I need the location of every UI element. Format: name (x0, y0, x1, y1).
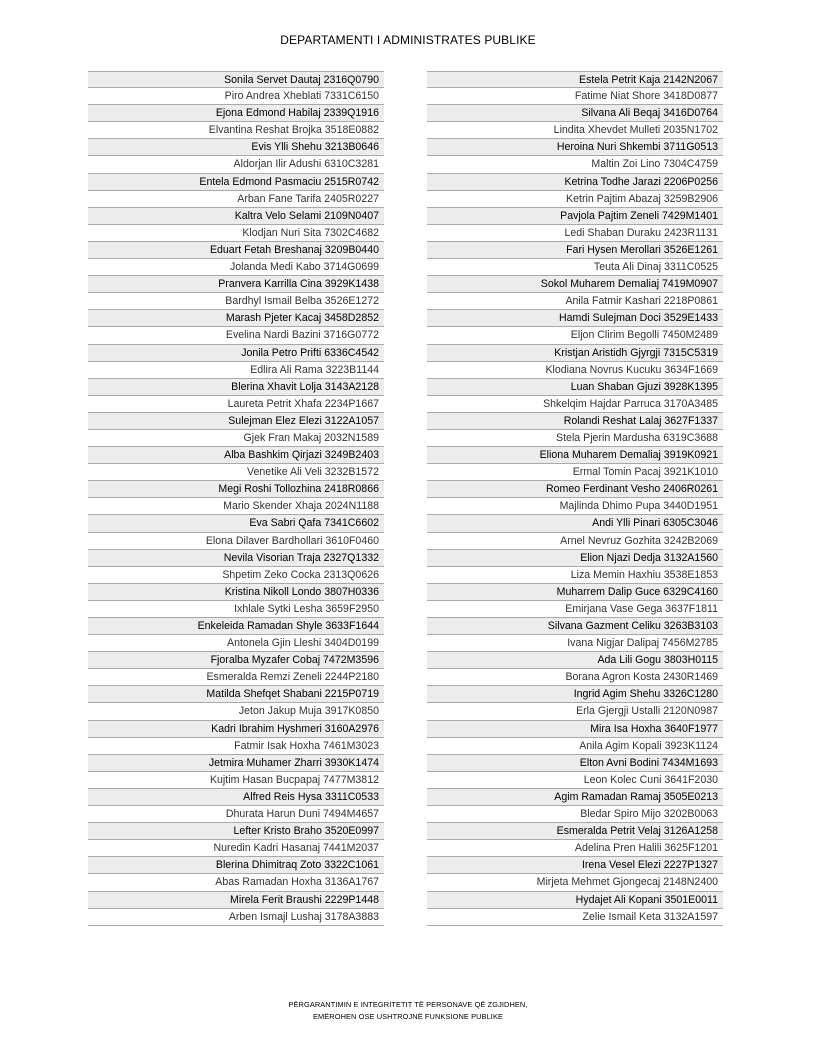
list-row: Esmeralda Remzi Zeneli 2244P2180 (88, 669, 384, 686)
list-row: Jeton Jakup Muja 3917K0850 (88, 703, 384, 720)
footer-line-2: EMËROHEN OSE USHTROJNË FUNKSIONE PUBLIKE (312, 1012, 504, 1021)
list-row: Fatime Niat Shore 3418D0877 (427, 88, 723, 105)
list-row: Klodjan Nuri Sita 7302C4682 (88, 225, 384, 242)
right-name-list (427, 71, 723, 926)
list-row: Mirela Ferit Braushi 2229P1448 (88, 892, 384, 909)
list-row: Irena Vesel Elezi 2227P1327 (427, 857, 723, 874)
list-row: Sulejman Elez Elezi 3122A1057 (88, 413, 384, 430)
list-row: Gjek Fran Makaj 2032N1589 (88, 430, 384, 447)
list-row: Stela Pjerin Mardusha 6319C3688 (427, 430, 723, 447)
list-row: Fjoralba Myzafer Cobaj 7472M3596 (88, 652, 384, 669)
list-row: Anila Fatmir Kashari 2218P0861 (427, 293, 723, 310)
list-row: Blerina Dhimitraq Zoto 3322C1061 (88, 857, 384, 874)
list-row: Rolandi Reshat Lalaj 3627F1337 (427, 413, 723, 430)
list-row: Elvantina Reshat Brojka 3518E0882 (88, 122, 384, 139)
list-row: Mira Isa Hoxha 3640F1977 (427, 721, 723, 738)
list-row: Silvana Ali Beqaj 3416D0764 (427, 105, 723, 122)
list-row: Ketrina Todhe Jarazi 2206P0256 (427, 174, 723, 191)
list-row: Mario Skender Xhaja 2024N1188 (88, 498, 384, 515)
list-row: Esmeralda Petrit Velaj 3126A1258 (427, 823, 723, 840)
list-row: Edlira Ali Rama 3223B1144 (88, 362, 384, 379)
list-row: Eliona Muharem Demaliaj 3919K0921 (427, 447, 723, 464)
list-row: Dhurata Harun Duni 7494M4657 (88, 806, 384, 823)
list-row: Erla Gjergji Ustalli 2120N0987 (427, 703, 723, 720)
page-title: DEPARTAMENTI I ADMINISTRATES PUBLIKE (280, 33, 536, 47)
list-row: Arnel Nevruz Gozhita 3242B2069 (427, 533, 723, 550)
list-row: Sokol Muharem Demaliaj 7419M0907 (427, 276, 723, 293)
list-row: Heroina Nuri Shkembi 3711G0513 (427, 139, 723, 156)
list-row: Piro Andrea Xheblati 7331C6150 (88, 88, 384, 105)
list-row: Ada Lili Gogu 3803H0115 (427, 652, 723, 669)
list-row: Enkeleida Ramadan Shyle 3633F1644 (88, 618, 384, 635)
list-row: Eva Sabri Qafa 7341C6602 (88, 515, 384, 532)
list-row: Alfred Reis Hysa 3311C0533 (88, 789, 384, 806)
list-row: Alba Bashkim Qirjazi 3249B2403 (88, 447, 384, 464)
list-row: Laureta Petrit Xhafa 2234P1667 (88, 396, 384, 413)
list-row: Anila Agim Kopali 3923K1124 (427, 738, 723, 755)
list-row: Muharrem Dalip Guce 6329C4160 (427, 584, 723, 601)
list-row: Kristina Nikoll Londo 3807H0336 (88, 584, 384, 601)
list-row: Aldorjan Ilir Adushi 6310C3281 (88, 156, 384, 173)
list-row: Elion Njazi Dedja 3132A1560 (427, 550, 723, 567)
list-row: Kaltra Velo Selami 2109N0407 (88, 208, 384, 225)
list-row: Arben Ismajl Lushaj 3178A3883 (88, 909, 384, 926)
list-row: Klodiana Novrus Kucuku 3634F1669 (427, 362, 723, 379)
list-row: Agim Ramadan Ramaj 3505E0213 (427, 789, 723, 806)
list-row: Andi Ylli Pinari 6305C3046 (427, 515, 723, 532)
list-row: Venetike Ali Veli 3232B1572 (88, 464, 384, 481)
list-row: Shpetim Zeko Cocka 2313Q0626 (88, 567, 384, 584)
list-row: Borana Agron Kosta 2430R1469 (427, 669, 723, 686)
list-row: Kadri Ibrahim Hyshmeri 3160A2976 (88, 721, 384, 738)
list-row: Emirjana Vase Gega 3637F1811 (427, 601, 723, 618)
list-row: Ixhlale Sytki Lesha 3659F2950 (88, 601, 384, 618)
list-row: Fatmir Isak Hoxha 7461M3023 (88, 738, 384, 755)
footer-line-1: PËRGARANTIMIN E INTEGRITETIT TË PERSONAVE QË ZGJIDHEN, (288, 1000, 528, 1009)
list-row: Evis Ylli Shehu 3213B0646 (88, 139, 384, 156)
list-row: Evelina Nardi Bazini 3716G0772 (88, 327, 384, 344)
list-row: Hamdi Sulejman Doci 3529E1433 (427, 310, 723, 327)
list-row: Hydajet Ali Kopani 3501E0011 (427, 892, 723, 909)
list-row: Abas Ramadan Hoxha 3136A1767 (88, 874, 384, 891)
list-row: Lefter Kristo Braho 3520E0997 (88, 823, 384, 840)
list-row: Elona Dilaver Bardhollari 3610F0460 (88, 533, 384, 550)
list-row: Zelie Ismail Keta 3132A1597 (427, 909, 723, 926)
list-row: Lindita Xhevdet Mulleti 2035N1702 (427, 122, 723, 139)
list-row: Matilda Shefqet Shabani 2215P0719 (88, 686, 384, 703)
list-row: Nuredin Kadri Hasanaj 7441M2037 (88, 840, 384, 857)
list-row: Mirjeta Mehmet Gjongecaj 2148N2400 (427, 874, 723, 891)
list-row: Blerina Xhavit Lolja 3143A2128 (88, 379, 384, 396)
list-row: Elton Avni Bodini 7434M1693 (427, 755, 723, 772)
list-row: Shkelqim Hajdar Parruca 3170A3485 (427, 396, 723, 413)
list-row: Fari Hysen Merollari 3526E1261 (427, 242, 723, 259)
list-row: Arban Fane Tarifa 2405R0227 (88, 191, 384, 208)
list-row: Majlinda Dhimo Pupa 3440D1951 (427, 498, 723, 515)
list-row: Maltin Zoi Lino 7304C4759 (427, 156, 723, 173)
list-row: Ingrid Agim Shehu 3326C1280 (427, 686, 723, 703)
list-row: Romeo Ferdinant Vesho 2406R0261 (427, 481, 723, 498)
list-row: Ledi Shaban Duraku 2423R1131 (427, 225, 723, 242)
list-row: Kujtim Hasan Bucpapaj 7477M3812 (88, 772, 384, 789)
list-row: Marash Pjeter Kacaj 3458D2852 (88, 310, 384, 327)
list-row: Sonila Servet Dautaj 2316Q0790 (88, 71, 384, 88)
list-row: Eduart Fetah Breshanaj 3209B0440 (88, 242, 384, 259)
list-row: Jonila Petro Prifti 6336C4542 (88, 345, 384, 362)
list-row: Jolanda Medi Kabo 3714G0699 (88, 259, 384, 276)
list-row: Pranvera Karrilla Cina 3929K1438 (88, 276, 384, 293)
list-row: Nevila Visorian Traja 2327Q1332 (88, 550, 384, 567)
list-row: Bardhyl Ismail Belba 3526E1272 (88, 293, 384, 310)
footer (0, 999, 816, 1023)
list-row: Adelina Pren Halili 3625F1201 (427, 840, 723, 857)
list-row: Silvana Gazment Celiku 3263B3103 (427, 618, 723, 635)
list-row: Megi Roshi Tollozhina 2418R0866 (88, 481, 384, 498)
list-row: Liza Memin Haxhiu 3538E1853 (427, 567, 723, 584)
list-row: Ejona Edmond Habilaj 2339Q1916 (88, 105, 384, 122)
list-row: Bledar Spiro Mijo 3202B0063 (427, 806, 723, 823)
list-row: Antonela Gjin Lleshi 3404D0199 (88, 635, 384, 652)
left-name-list (88, 71, 384, 926)
list-row: Eljon Clirim Begolli 7450M2489 (427, 327, 723, 344)
list-row: Ivana Nigjar Dalipaj 7456M2785 (427, 635, 723, 652)
list-row: Jetmira Muhamer Zharri 3930K1474 (88, 755, 384, 772)
list-row: Kristjan Aristidh Gjyrgji 7315C5319 (427, 345, 723, 362)
list-row: Luan Shaban Gjuzi 3928K1395 (427, 379, 723, 396)
list-row: Entela Edmond Pasmaciu 2515R0742 (88, 174, 384, 191)
list-row: Ermal Tomin Pacaj 3921K1010 (427, 464, 723, 481)
list-row: Teuta Ali Dinaj 3311C0525 (427, 259, 723, 276)
list-row: Estela Petrit Kaja 2142N2067 (427, 71, 723, 88)
list-row: Pavjola Pajtim Zeneli 7429M1401 (427, 208, 723, 225)
list-row: Leon Kolec Cuni 3641F2030 (427, 772, 723, 789)
list-row: Ketrin Pajtim Abazaj 3259B2906 (427, 191, 723, 208)
